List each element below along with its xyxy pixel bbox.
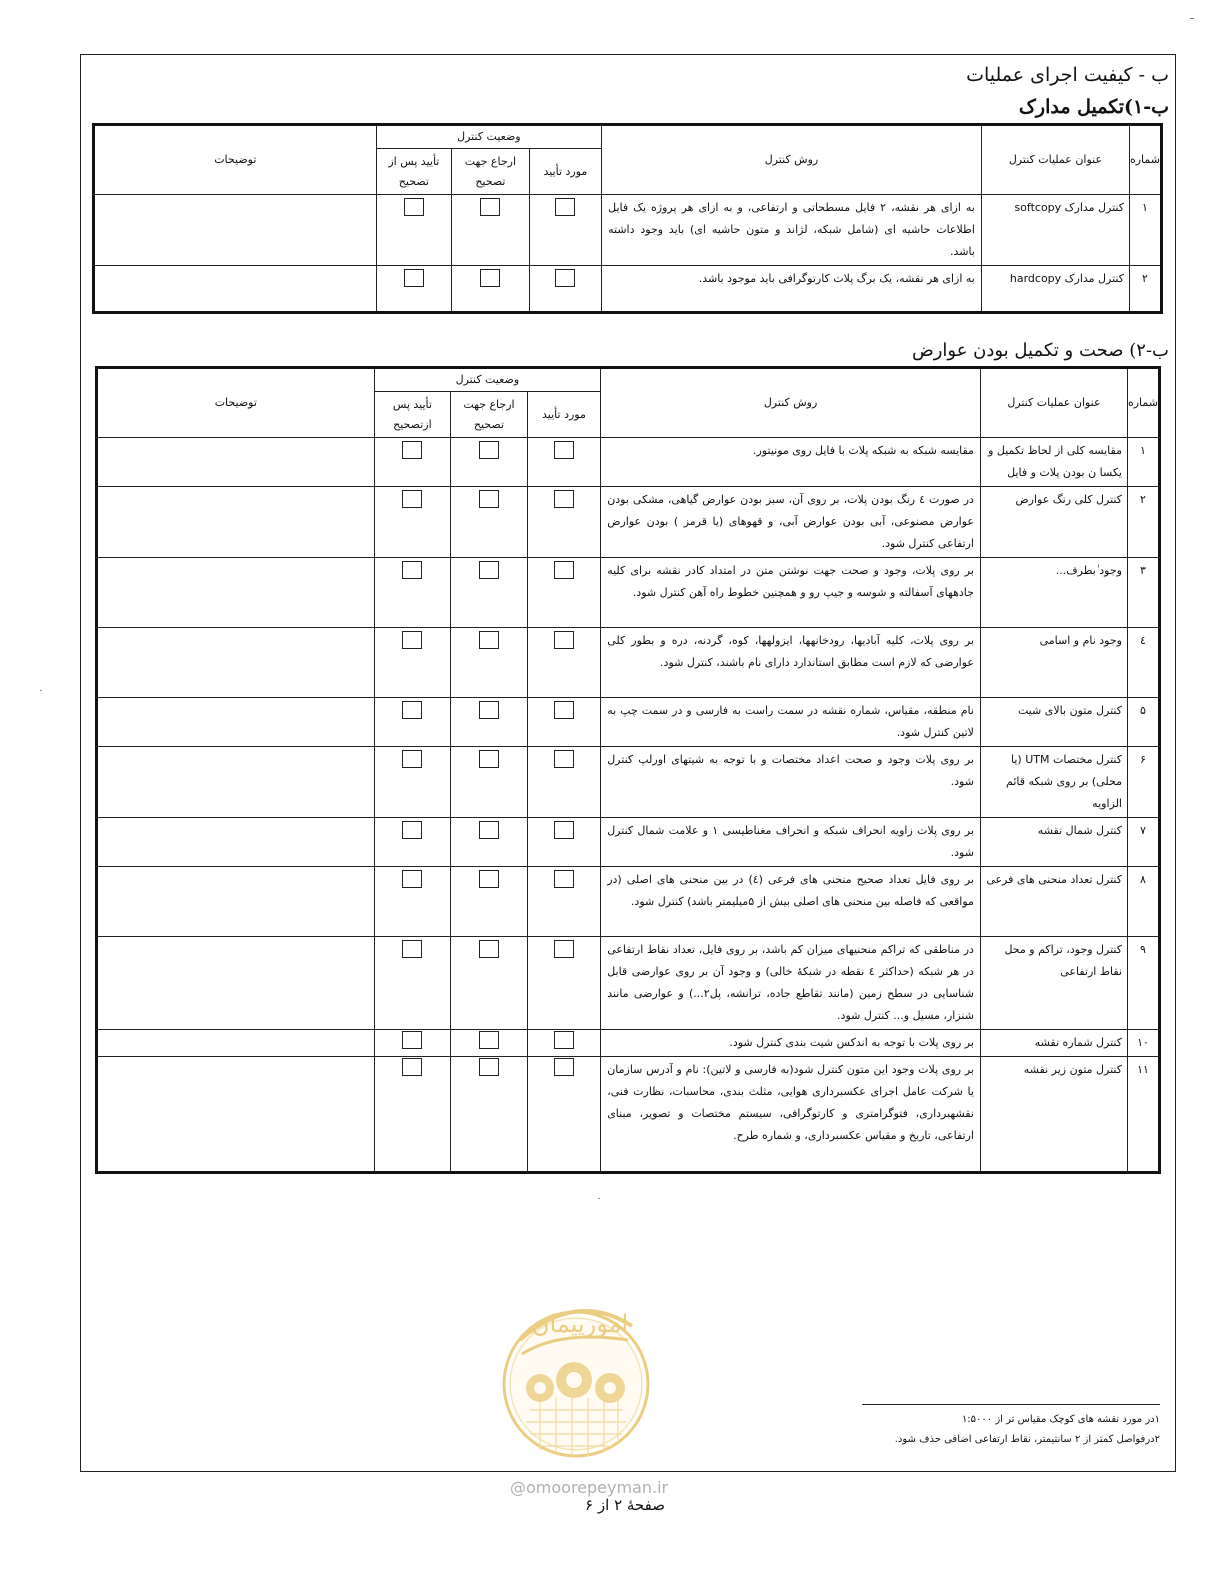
row-method: مقایسه شبکه به شبکه پلات با فایل روی مونیتور.	[601, 438, 981, 487]
row-desc[interactable]	[97, 628, 375, 698]
table-row	[97, 818, 1160, 867]
row-title: کنترل تعداد منحنی های فرعی	[980, 867, 1127, 937]
row-num: ۹	[1127, 937, 1159, 1030]
approve-checkbox[interactable]	[554, 441, 574, 459]
header-after: تأیید پس از تصحیح	[376, 149, 452, 195]
approve-checkbox[interactable]	[554, 940, 574, 958]
table-row	[97, 1057, 1160, 1173]
refer-checkbox[interactable]	[479, 940, 499, 958]
row-num: ۲	[1127, 487, 1159, 558]
row-num: ۶	[1127, 747, 1159, 818]
row-title: وجود نام و اسامی	[980, 628, 1127, 698]
after-correction-checkbox[interactable]	[402, 701, 422, 719]
row-num: ۱	[1129, 195, 1161, 266]
row-desc[interactable]	[97, 558, 375, 628]
header-approve: مورد تأیید	[527, 392, 600, 438]
table-row	[97, 628, 1160, 698]
header-title: عنوان عملیات کنترل	[980, 368, 1127, 438]
header-after: تأیید پس ازتصحیح	[374, 392, 451, 438]
after-correction-checkbox[interactable]	[402, 441, 422, 459]
row-title: کنترل کلی رنگ عوارض	[980, 487, 1127, 558]
refer-checkbox[interactable]	[479, 870, 499, 888]
row-desc[interactable]	[94, 266, 377, 313]
row-method: بر روی پلات، وجود و صحت جهت نوشتن متن در امتداد کادر نقشه برای کلیه جادههای آسفالته و شوسه و جیپ رو و همچنین خطوط راه آهن کنترل شود.	[601, 558, 981, 628]
row-num: ۳	[1127, 558, 1159, 628]
footnote-2: ۲درفواصل کمتر از ۲ سانتیمتر، نقاط ارتفاعی اضافی حذف شود.	[894, 1434, 1160, 1445]
watermark-logo-icon	[500, 1270, 652, 1466]
row-title: کنترل شمال نقشه	[980, 818, 1127, 867]
refer-checkbox[interactable]	[479, 441, 499, 459]
row-desc[interactable]	[97, 1030, 375, 1057]
section-b2-heading: ب-۲) صحت و تکمیل بودن عوارض	[911, 340, 1169, 361]
row-title: وجود ٰبطرف...	[980, 558, 1127, 628]
row-title: کنترل مدارک hardcopy	[981, 266, 1129, 313]
row-num: ۱۱	[1127, 1057, 1159, 1173]
approve-checkbox[interactable]	[554, 631, 574, 649]
row-method: در صورت ٤ رنگ بودن پلات، بر روی آن، سبز بودن عوارض گیاهی، مشکی بودن عوارض مصنوعی، آبی بودن عوارض آبی، و قهوهای (یا قرمز ) بودن عوارض ارتفاعی کنترل شود.	[601, 487, 981, 558]
approve-checkbox[interactable]	[554, 490, 574, 508]
row-method: به ازای هر نقشه، یک برگ پلات کارتوگرافی باید موجود باشد.	[602, 266, 982, 313]
row-title: کنترل وجود، تراکم و محل نقاط ارتفاعی	[980, 937, 1127, 1030]
approve-checkbox[interactable]	[555, 269, 575, 287]
refer-checkbox[interactable]	[479, 701, 499, 719]
header-desc: توضیحات	[97, 368, 375, 438]
after-correction-checkbox[interactable]	[402, 1031, 422, 1049]
header-refer: ارجاع جهت تصحیح	[451, 392, 528, 438]
row-desc[interactable]	[97, 1057, 375, 1173]
table-row	[94, 266, 1162, 313]
after-correction-checkbox[interactable]	[404, 269, 424, 287]
after-correction-checkbox[interactable]	[402, 940, 422, 958]
watermark-url: @omoorepeyman.ir	[510, 1478, 669, 1497]
approve-checkbox[interactable]	[554, 750, 574, 768]
row-desc[interactable]	[97, 438, 375, 487]
page-number: صفحهٔ ۲ از ۶	[585, 1496, 665, 1514]
after-correction-checkbox[interactable]	[402, 490, 422, 508]
header-status: وضعیت کنترل	[376, 125, 602, 149]
row-method: بر روی پلات وجود و صحت اعداد مختصات و با توجه به شیتهای اورلپ کنترل شود.	[601, 747, 981, 818]
table-row	[97, 698, 1160, 747]
after-correction-checkbox[interactable]	[402, 821, 422, 839]
row-title: کنترل مختصات UTM (یا محلی) بر روی شبکه قائم الزاویه	[980, 747, 1127, 818]
approve-checkbox[interactable]	[554, 870, 574, 888]
scan-dot	[40, 690, 42, 691]
row-desc[interactable]	[97, 867, 375, 937]
approve-checkbox[interactable]	[554, 821, 574, 839]
row-num: ۵	[1127, 698, 1159, 747]
row-desc[interactable]	[97, 937, 375, 1030]
approve-checkbox[interactable]	[554, 1058, 574, 1076]
header-approve: مورد تأیید	[529, 149, 601, 195]
table-row	[97, 867, 1160, 937]
refer-checkbox[interactable]	[479, 631, 499, 649]
row-title: کنترل شماره نقشه	[980, 1030, 1127, 1057]
header-refer: ارجاع جهت تصحیح	[452, 149, 530, 195]
after-correction-checkbox[interactable]	[402, 750, 422, 768]
row-title: کنترل متون بالای شیت	[980, 698, 1127, 747]
watermark-logo-text: امورپیمان	[531, 1310, 629, 1338]
table-row	[97, 747, 1160, 818]
row-method: بر روی پلات زاویه انحراف شبکه و انحراف مغناطیسی ۱ و علامت شمال کنترل شود.	[601, 818, 981, 867]
after-correction-checkbox[interactable]	[402, 631, 422, 649]
row-method: به ازای هر نقشه، ۲ فایل مسطحاتی و ارتفاعی، و به ازای هر پروژه یک فایل اطلاعات حاشیه ای (شامل شبکه، لژاند و متون حاشیه ای) باید وجود داشته باشد.	[602, 195, 982, 266]
footnote-1: ۱در مورد نقشه های کوچک مقیاس تر از ۱:۵۰۰۰	[961, 1414, 1160, 1425]
row-title: مقایسه کلی از لحاظ تکمیل و یکسا ن بودن پلات و فایل	[980, 438, 1127, 487]
features-control-table	[95, 366, 1161, 1174]
refer-checkbox[interactable]	[479, 821, 499, 839]
header-num: شماره	[1129, 125, 1161, 195]
refer-checkbox[interactable]	[479, 561, 499, 579]
row-title: کنترل مدارک softcopy	[981, 195, 1129, 266]
row-num: ۱۰	[1127, 1030, 1159, 1057]
table-row	[97, 937, 1160, 1030]
refer-checkbox[interactable]	[479, 490, 499, 508]
section-b-heading: ب - کیفیت اجرای عملیات	[966, 64, 1169, 86]
header-method: روش کنترل	[602, 125, 982, 195]
refer-checkbox[interactable]	[480, 198, 500, 216]
row-num: ۲	[1129, 266, 1161, 313]
footnote-divider	[862, 1404, 1160, 1405]
header-status: وضعیت کنترل	[374, 368, 601, 392]
row-method: بر روی فایل تعداد صحیح منحنی های فرعی (٤) در بین منحنی های اصلی (در مواقعی که فاصله بین منحنی های اصلی بیش از ۵میلیمتر باشد) کنترل شود.	[601, 867, 981, 937]
header-method: روش کنترل	[601, 368, 981, 438]
row-method: بر روی پلات، کلیه آبادیها، رودخانهها، ایزولهها، کوه، گردنه، دره و بطور کلی عوارضی که لازم است مطابق استاندارد دارای نام باشند، کنترل شود.	[601, 628, 981, 698]
refer-checkbox[interactable]	[480, 269, 500, 287]
row-num: ۸	[1127, 867, 1159, 937]
row-method: بر روی پلات با توجه به اندکس شیت بندی کنترل شود.	[601, 1030, 981, 1057]
row-desc[interactable]	[94, 195, 377, 266]
after-correction-checkbox[interactable]	[402, 1058, 422, 1076]
row-num: ٤	[1127, 628, 1159, 698]
header-title: عنوان عملیات کنترل	[981, 125, 1129, 195]
refer-checkbox[interactable]	[479, 1031, 499, 1049]
approve-checkbox[interactable]	[555, 198, 575, 216]
table-row	[97, 487, 1160, 558]
documents-control-table	[92, 123, 1163, 314]
row-desc[interactable]	[97, 747, 375, 818]
table-row	[94, 195, 1162, 266]
header-desc: توضیحات	[94, 125, 377, 195]
row-num: ۱	[1127, 438, 1159, 487]
refer-checkbox[interactable]	[479, 1058, 499, 1076]
row-method: در مناطقی که تراکم منحنیهای میزان کم باشد، بر روی فایل، تعداد نقاط ارتفاعی در هر شبکه (حداکثر ٤ نقطه در شبکهٔ خالی) و وجود آن بر روی عوارضی قابل شناسایی در سطح زمین (مانند تقاطع جاده، ترانشه، پل۲...) و عوارضی مانند شنزار، مسیل و... کنترل شود.	[601, 937, 981, 1030]
approve-checkbox[interactable]	[554, 701, 574, 719]
table-row	[97, 438, 1160, 487]
row-method: بر روی پلات وجود این متون کنترل شود(به فارسی و لاتین): نام و آدرس سازمان یا شرکت عامل اجرای عکسبرداری هوایی، مثلث بندی، محاسبات، نظارت فنی، نقشهبرداری، فتوگرامتری و کارتوگرافی، سیستم مختصات و تصویر، مبنای ارتفاعی، تاریخ و مقیاس عکسبرداری، و شماره طرح.	[601, 1057, 981, 1173]
after-correction-checkbox[interactable]	[402, 870, 422, 888]
refer-checkbox[interactable]	[479, 750, 499, 768]
table-row	[97, 558, 1160, 628]
header-num: شماره	[1127, 368, 1159, 438]
approve-checkbox[interactable]	[554, 1031, 574, 1049]
corner-mark	[1190, 18, 1194, 19]
row-desc[interactable]	[97, 698, 375, 747]
row-desc[interactable]	[97, 487, 375, 558]
row-title: کنترل متون زیر نقشه	[980, 1057, 1127, 1173]
row-num: ۷	[1127, 818, 1159, 867]
table-row	[97, 1030, 1160, 1057]
row-desc[interactable]	[97, 818, 375, 867]
section-b1-heading: ب-۱)تکمیل مدارک	[1018, 96, 1169, 118]
after-correction-checkbox[interactable]	[404, 198, 424, 216]
approve-checkbox[interactable]	[554, 561, 574, 579]
after-correction-checkbox[interactable]	[402, 561, 422, 579]
row-method: نام منطقه، مقیاس، شماره نقشه در سمت راست به فارسی و در سمت چپ به لاتین کنترل شود.	[601, 698, 981, 747]
